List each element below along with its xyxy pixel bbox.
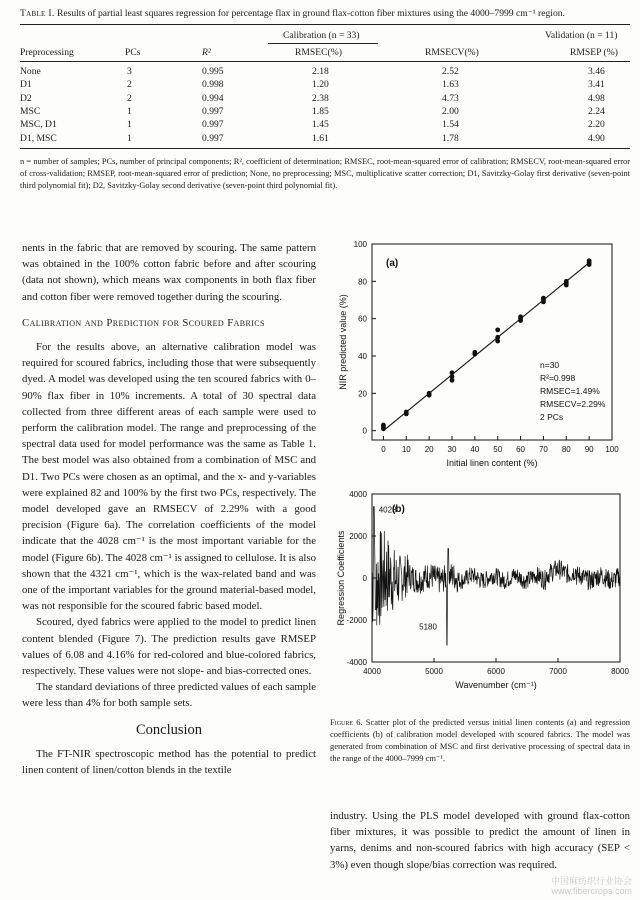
col-pcs: PCs (125, 47, 141, 58)
y-tick-label: 40 (358, 352, 367, 361)
y-tick-label: 0 (362, 426, 367, 436)
y-tick-label: 60 (358, 314, 367, 324)
table-caption-text: Results of partial least squares regression for percentage flax in ground flax-cotton fiber mixtures using the 4000–7999 cm⁻¹ region. (56, 8, 565, 19)
table-cell: 1.20 (312, 79, 329, 91)
table-cell: 1.78 (442, 132, 459, 144)
annotation-line: RMSEC=1.49% (540, 386, 600, 396)
data-point (495, 335, 500, 340)
paragraph-continued: nents in the fabric that are removed by scouring. The same pattern was obtained in the 100% cotton fabric before and after scouring (data not shown), which means wax components in both flax fiber and cotton fiber were removed together during the scouring. (22, 242, 316, 303)
table-cell: 0.995 (202, 66, 224, 77)
annotation-line: 2 PCs (540, 412, 564, 422)
figure-label: Figure 6. (330, 717, 363, 727)
table-cell: 2 (127, 79, 132, 91)
col-preprocessing: Preprocessing (20, 47, 74, 58)
x-tick-label: 50 (493, 445, 503, 454)
table-cell: 2.38 (312, 92, 329, 104)
x-tick-label: 80 (561, 445, 571, 454)
table-cell: 1.54 (442, 119, 459, 131)
left-column (22, 240, 316, 778)
y-tick-label: 100 (353, 240, 367, 249)
calibration-group-header: Calibration (n = 33) (283, 30, 360, 41)
figure-caption-text: Scatter plot of the predicted versus initial linen contents (a) and regression coefficients (b) of calibration model developed with scoured fabrics. The model was generated from combination of MSC and first derivative processing of spectral data in the range of the 4000–7999 cm⁻¹. (330, 717, 631, 763)
x-tick-label: 10 (401, 445, 411, 454)
col-r2: R² (202, 47, 211, 58)
table-row-label: MSC (20, 105, 41, 117)
table-cell: 3.46 (588, 66, 605, 77)
table-cell: 0.998 (202, 79, 224, 91)
x-tick-label: 4000 (363, 667, 381, 676)
table-cell: 0.997 (202, 105, 224, 117)
x-axis-label-b: Wavenumber (cm⁻¹) (455, 680, 537, 690)
annotation-line: n=30 (540, 360, 560, 370)
y-tick-label: 2000 (349, 532, 367, 541)
table-cell: 1 (127, 105, 132, 117)
regression-coefficient-chart (330, 490, 630, 705)
table-row-label: None (20, 66, 41, 77)
x-tick-label: 7000 (549, 667, 567, 676)
paragraph-standard-deviation: The standard deviations of three predicted values of each sample were less than 4% for both sample sets. (22, 681, 316, 710)
data-point (518, 314, 523, 319)
table-row-label: MSC, D1 (20, 119, 57, 131)
y-tick-label: 4000 (349, 490, 367, 499)
right-column (330, 808, 630, 873)
peak-label-5180: 5180 (419, 622, 437, 632)
conclusion-heading: Conclusion (135, 721, 203, 738)
paragraph-calibration: For the results above, an alternative calibration model was required for scoured fabrics, including those that were subsequently dyed. A model was developed using the ten scoured fabrics with 0–90% flax fiber in 10% increments. A total of 30 spectral data collected from three different areas of each sample were used to perform the calibration model. The range and preprocessing of the spectral data used for model performance was the same as Table 1. The best model was also obtained from a combination of MSC and D1. Two PCs were chosen as an optimal, and the x- and y-variables were explained 82 and 100% by the first two PCs, respectively. The model developed gave an RMSECV of 2.29% with a good precision (Figure 6a). The correlation coefficients of the model indicate that the 4028 cm⁻¹ is the most important variable for the model (Figure 6b). The 4028 cm⁻¹ is assigned to cellulose. It is also shown that the 4321 cm⁻¹, which is the wax-related band and was one of the important variables for the ground material-based model, was not responsible for the scoured fabric based model. (22, 341, 316, 613)
x-tick-label: 60 (516, 445, 526, 454)
data-point (564, 279, 569, 284)
x-tick-label: 0 (381, 445, 386, 454)
x-tick-label: 100 (605, 445, 619, 454)
table-cell: 2.00 (442, 105, 459, 117)
x-tick-label: 70 (538, 445, 548, 454)
x-axis-label-a: Initial linen content (%) (446, 458, 538, 468)
table-cell: 1.61 (312, 132, 329, 144)
table-cell: 1 (127, 119, 132, 131)
x-tick-label: 30 (447, 445, 457, 454)
table-cell: 1 (127, 132, 132, 144)
y-axis-label-b: Regression Coefficients (336, 530, 346, 626)
watermark (551, 876, 632, 896)
table-cell: 0.997 (202, 119, 224, 131)
peak-label-4028: 4028 (378, 505, 397, 515)
table-cell: 2 (127, 92, 132, 104)
calibration-underline (268, 43, 378, 44)
y-tick-label: -4000 (346, 658, 367, 667)
coefficient-series (372, 507, 620, 646)
table-top-rule (20, 24, 630, 25)
data-point (427, 391, 432, 396)
y-axis-label-a: NIR predicted value (%) (338, 294, 348, 390)
table-cell: 3 (127, 66, 132, 77)
y-tick-label: 80 (358, 277, 367, 287)
y-tick-label: 0 (362, 574, 367, 583)
table-cell: 2.52 (442, 66, 459, 77)
section-heading: Calibration and Prediction for Scoured Fabrics (22, 316, 265, 329)
annotation-line: RMSECV=2.29% (540, 399, 606, 409)
y-tick-label: 20 (358, 389, 367, 399)
paragraph-conclusion: The FT-NIR spectroscopic method has the potential to predict linen content of linen/cotton blends in the textile (22, 747, 316, 777)
data-point (495, 327, 500, 332)
x-tick-label: 20 (424, 445, 434, 454)
table-cell: 4.90 (588, 132, 605, 144)
watermark-line1: 中国麻纺织行业协会 (550, 876, 632, 886)
watermark-line2: www.fibercrops.com (551, 886, 632, 896)
table-cell: 2.24 (588, 105, 605, 117)
table-cell: 0.997 (202, 132, 224, 144)
table-row-label: D1, MSC (20, 132, 57, 144)
y-tick-label: -2000 (346, 616, 367, 625)
table-cell: 1.63 (442, 79, 459, 91)
table-footnote: n = number of samples; PCs, number of principal components; R², coefficient of determination; RMSEC, root-mean-squared error of calibration; RMSECV, root-mean-squared error of cross-validation; RMSEP, root-mean-squared error of prediction; None, no preprocessing; MSC, multiplicative scatter correction; D1, Savitzky-Golay first derivative (seven-point third polynomial fit); D2, Savitzky-Golay second derivative (seven-point third polynomial fit). (20, 157, 630, 191)
x-tick-label: 8000 (611, 667, 629, 676)
data-point (587, 258, 592, 263)
table-cell: 2.18 (312, 66, 329, 77)
data-point (472, 350, 477, 355)
table-caption (20, 8, 630, 20)
table-bottom-rule (20, 148, 630, 149)
table-cell: 1.45 (312, 119, 329, 131)
table-cell: 3.41 (588, 79, 605, 91)
table-header-rule (20, 61, 630, 62)
col-rmsec: RMSEC(%) (295, 47, 342, 58)
annotation-line: R²=0.998 (540, 373, 576, 383)
x-tick-label: 5000 (425, 667, 443, 676)
data-point (450, 370, 455, 375)
col-rmsep: RMSEP (%) (570, 47, 618, 58)
validation-group-header: Validation (n = 11) (545, 30, 618, 41)
table-cell: 4.73 (442, 92, 459, 104)
data-point (541, 296, 546, 301)
data-point (404, 410, 409, 415)
x-tick-label: 6000 (487, 667, 505, 676)
paragraph-conclusion-continued: industry. Using the PLS model developed with ground flax-cotton fiber mixtures, it was possible to predict the amount of linen in yarns, denims and non-scoured fabrics with high accuracy (SEP < 3%) even though slope/bias correction was required. (330, 810, 630, 871)
table-cell: 2.20 (588, 119, 605, 131)
panel-label-a: (a) (386, 258, 399, 269)
table-cell: 0.994 (202, 92, 224, 104)
paragraph-prediction: Scoured, dyed fabrics were applied to the model to predict linen content blended (Figure 7). The prediction results gave RMSEP values of 6.08 and 4.16% for red-colored and blue-colored fabrics, respectively. These values were not slope- and bias-corrected ones. (22, 616, 316, 678)
data-point (381, 423, 386, 428)
table-label: Table I. (20, 8, 55, 19)
table-cell: 1.85 (312, 105, 329, 117)
x-tick-label: 40 (470, 445, 480, 454)
model-stats-annotation (540, 360, 606, 422)
col-rmsecv: RMSECV(%) (425, 47, 479, 58)
table-cell: 4.98 (588, 92, 605, 104)
x-tick-label: 90 (584, 445, 594, 454)
table-row-label: D2 (20, 92, 32, 104)
table-row-label: D1 (20, 79, 32, 91)
scatter-chart (330, 238, 630, 486)
figure-caption (330, 716, 630, 764)
panel-label-b: (b) (392, 504, 405, 515)
